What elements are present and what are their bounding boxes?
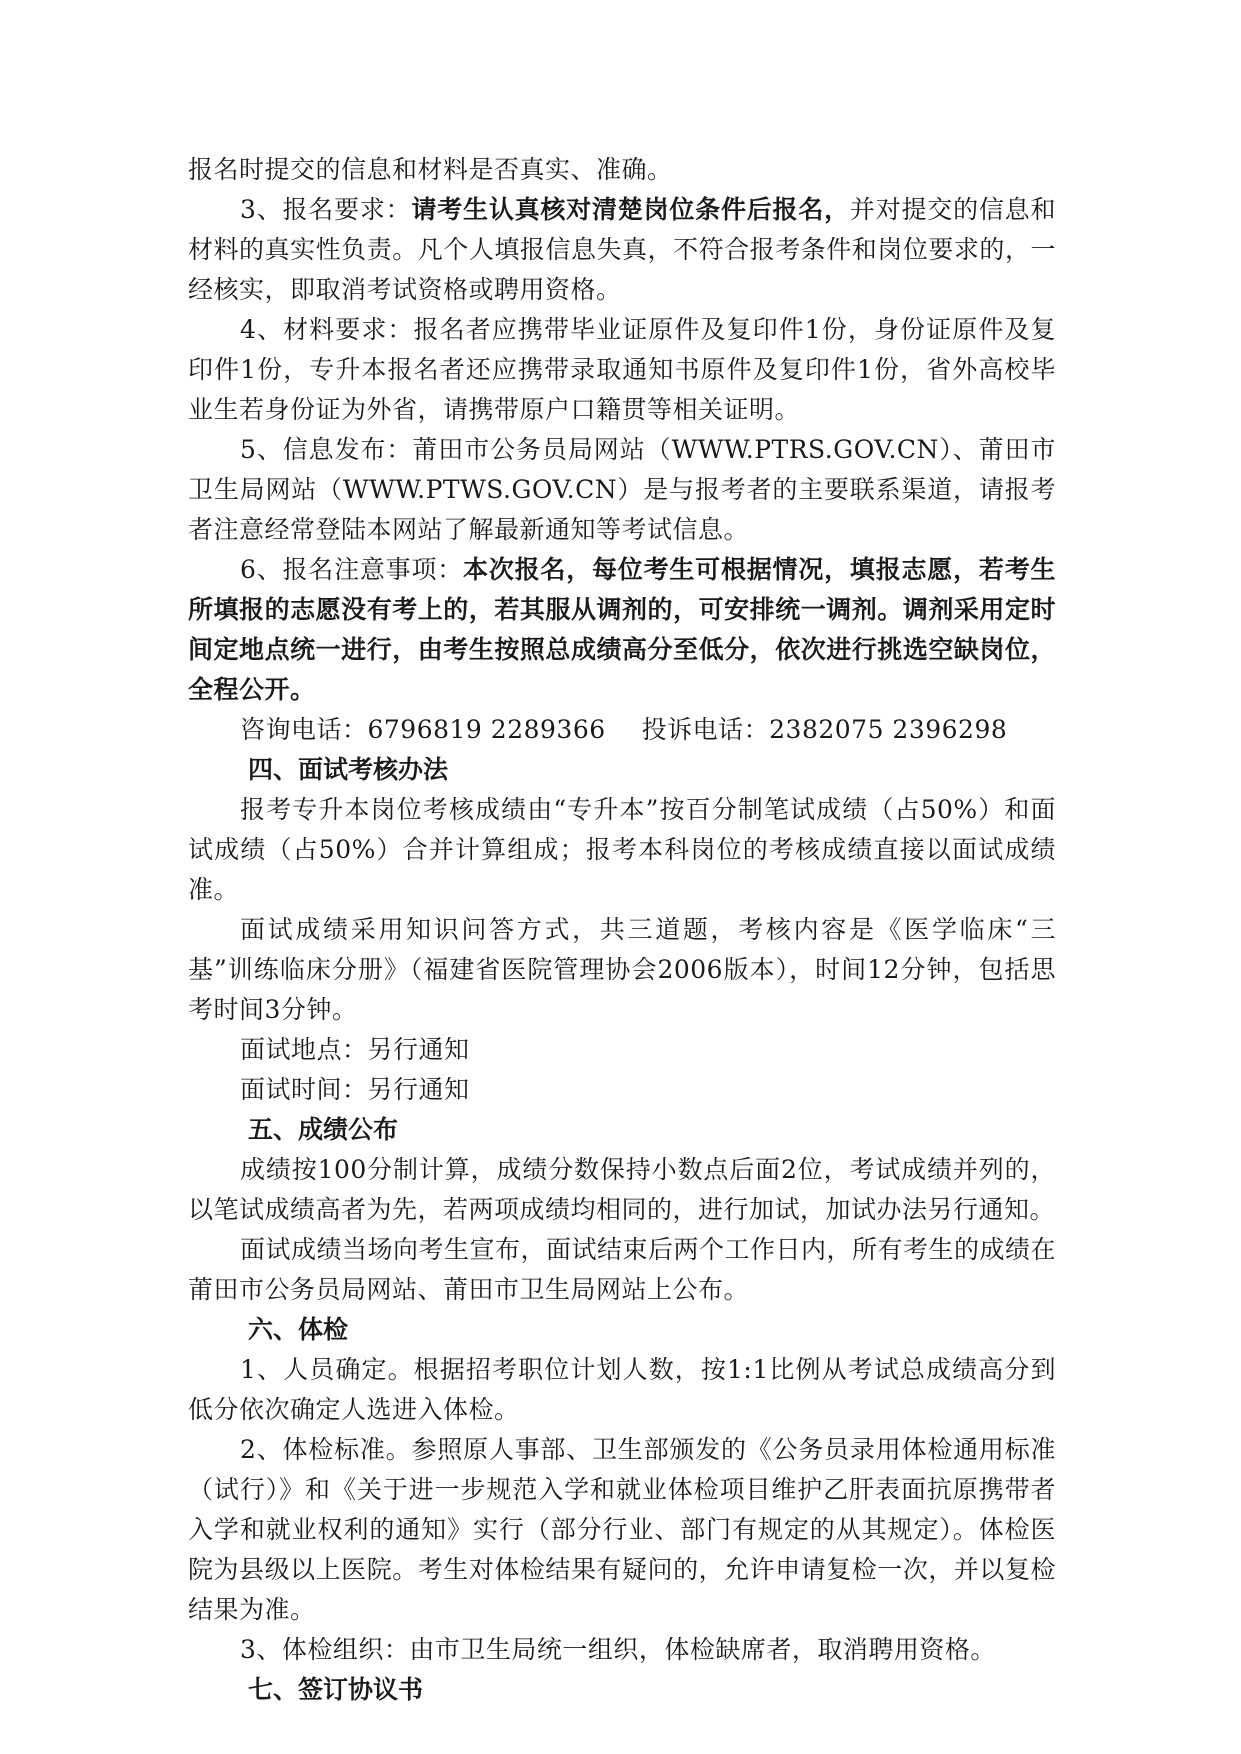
body-text: 并对提交的信息和材料的真实性负责。凡个人填报信息失真，不符合报考条件和岗位要求的，一经核实，即取消考试资格或聘用资格。 bbox=[188, 195, 1056, 304]
paragraph-material-requirements: 4、材料要求：报名者应携带毕业证原件及复印件1份，身份证原件及复印件1份，专升本报名者还应携带录取通知书原件及复印件1份，省外高校毕业生若身份证为外省，请携带原户口籍贯等相关证明。 bbox=[188, 315, 1056, 424]
paragraph-interview-format: 面试成绩采用知识问答方式，共三道题，考核内容是《医学临床“三基”训练临床分册》（福建省医院管理协会2006版本），时间12分钟，包括思考时间3分钟。 bbox=[188, 915, 1056, 1024]
item-label: 3、报名要求： bbox=[240, 195, 412, 224]
paragraph-verification-end: 报名时提交的信息和材料是否真实、准确。 bbox=[188, 155, 673, 184]
section-heading-agreement: 七、签订协议书 bbox=[248, 1675, 424, 1704]
paragraph-score-composition: 报考专升本岗位考核成绩由“专升本”按百分制笔试成绩（占50%）和面试成绩（占50%）合并计算组成；报考本科岗位的考核成绩直接以面试成绩准。 bbox=[188, 795, 1056, 904]
emphasis-text: 本次报名，每位考生可根据情况，填报志愿，若考生所填报的志愿没有考上的，若其服从调剂的，可安排统一调剂。调剂采用定时间定地点统一进行，由考生按照总成绩高分至低分，依次进行挑选空缺岗位，全程公开。 bbox=[188, 555, 1056, 704]
paragraph-information-release: 5、信息发布：莆田市公务员局网站（WWW.PTRS.GOV.CN）、莆田市卫生局网站（WWW.PTWS.GOV.CN）是与报考者的主要联系渠道，请报考者注意经常登陆本网站了解最新通知等考试信息。 bbox=[188, 435, 1056, 544]
paragraph-score-calculation: 成绩按100分制计算，成绩分数保持小数点后面2位，考试成绩并列的，以笔试成绩高者为先，若两项成绩均相同的，进行加试，加试办法另行通知。 bbox=[188, 1155, 1056, 1224]
consult-phone: 咨询电话：6796819 2289366 bbox=[240, 715, 606, 744]
paragraph-interview-location: 面试地点：另行通知 bbox=[240, 1035, 470, 1064]
paragraph-personnel-selection: 1、人员确定。根据招考职位计划人数，按1:1比例从考试总成绩高分到低分依次确定人选进入体检。 bbox=[188, 1355, 1056, 1424]
paragraph-registration-notes bbox=[188, 550, 1056, 710]
item-label: 6、报名注意事项： bbox=[240, 555, 464, 584]
paragraph-exam-organization: 3、体检组织：由市卫生局统一组织，体检缺席者，取消聘用资格。 bbox=[240, 1635, 996, 1664]
contact-phones bbox=[188, 710, 1056, 750]
paragraph-exam-standard: 2、体检标准。参照原人事部、卫生部颁发的《公务员录用体检通用标准（试行）》和《关于进一步规范入学和就业体检项目维护乙肝表面抗原携带者入学和就业权利的通知》实行（部分行业、部门有规定的从其规定）。体检医院为县级以上医院。考生对体检结果有疑问的，允许申请复检一次，并以复检结果为准。 bbox=[188, 1435, 1056, 1624]
paragraph-registration-requirements bbox=[188, 190, 1056, 310]
emphasis-text: 请考生认真核对清楚岗位条件后报名， bbox=[411, 195, 850, 224]
paragraph-interview-time: 面试时间：另行通知 bbox=[240, 1075, 470, 1104]
document-body bbox=[188, 150, 1056, 1710]
complaint-phone: 投诉电话：2382075 2396298 bbox=[641, 715, 1008, 744]
section-heading-interview: 四、面试考核办法 bbox=[248, 755, 449, 784]
paragraph-score-publication: 面试成绩当场向考生宣布，面试结束后两个工作日内，所有考生的成绩在莆田市公务员局网站、莆田市卫生局网站上公布。 bbox=[188, 1235, 1057, 1304]
section-heading-results: 五、成绩公布 bbox=[248, 1115, 399, 1144]
section-heading-physical-exam: 六、体检 bbox=[248, 1315, 349, 1344]
